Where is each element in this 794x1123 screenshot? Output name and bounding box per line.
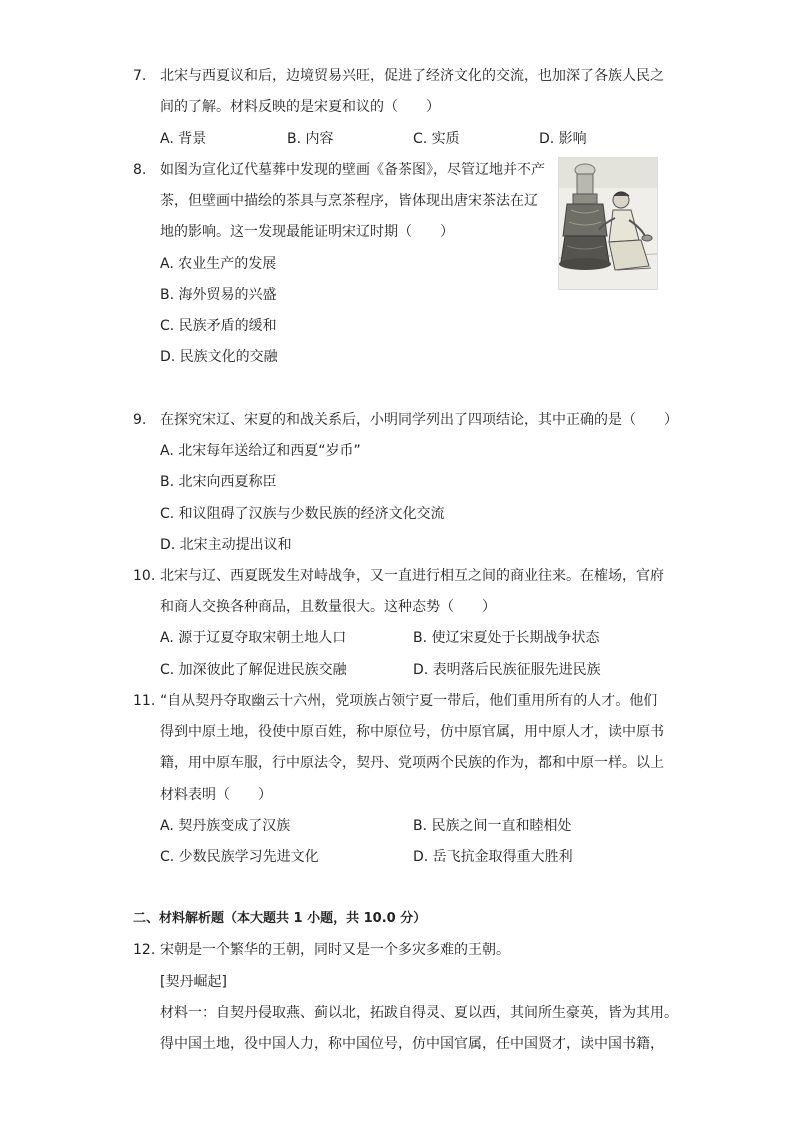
question-7-text-line1: 北宋与西夏议和后，边境贸易兴旺，促进了经济文化的交流，也加深了各族人民之 (160, 68, 664, 84)
question-12-number: 12. (133, 942, 156, 958)
question-11-option-a: A. 契丹族变成了汉族 (160, 818, 291, 834)
question-9-option-a: A. 北宋每年送给辽和西夏“岁币” (160, 443, 361, 459)
question-11-option-c: C. 少数民族学习先进文化 (160, 849, 319, 865)
question-7-option-c: C. 实质 (413, 131, 460, 147)
question-9-option-c: C. 和议阻碍了汉族与少数民族的经济文化交流 (160, 506, 445, 522)
question-10-text-line1: 北宋与辽、西夏既发生对峙战争，又一直进行相互之间的商业往来。在榷场，官府 (160, 568, 664, 584)
question-8-option-b: B. 海外贸易的兴盛 (160, 287, 277, 303)
question-10-option-d: D. 表明落后民族征服先进民族 (413, 662, 601, 678)
question-12-material-1-line2: 得中国土地，役中国人力，称中国位号，仿中国官属，任中国贤才，读中国书籍， (160, 1036, 664, 1052)
question-10-option-c: C. 加深彼此了解促进民族交融 (160, 662, 347, 678)
question-9-number: 9. (133, 412, 147, 428)
question-11-text-line3: 籍，用中原车服，行中原法令，契丹、党项两个民族的作为，都和中原一样。以上 (160, 755, 664, 771)
question-8-text-line2: 茶，但壁画中描绘的茶具与烹茶程序，皆体现出唐宋茶法在辽 (160, 193, 538, 209)
question-10-option-b: B. 使辽宋夏处于长期战争状态 (413, 630, 600, 646)
question-8-text-line3: 地的影响。这一发现最能证明宋辽时期（ ） (160, 224, 454, 240)
tea-mural-image (558, 157, 658, 290)
question-11-option-b: B. 民族之间一直和睦相处 (413, 818, 572, 834)
question-8-option-a: A. 农业生产的发展 (160, 256, 277, 272)
question-10-option-a: A. 源于辽夏夺取宋朝土地人口 (160, 630, 347, 646)
question-8-option-d: D. 民族文化的交融 (160, 349, 278, 365)
question-10-text-line2: 和商人交换各种商品，且数量很大。这种态势（ ） (160, 599, 496, 615)
question-7-option-b: B. 内容 (287, 131, 334, 147)
question-11-text-line2: 得到中原土地，役使中原百姓，称中原位号，仿中原官属，用中原人才，读中原书 (160, 724, 664, 740)
question-7-number: 7. (133, 68, 147, 84)
question-7-option-d: D. 影响 (539, 131, 587, 147)
question-11-option-d: D. 岳飞抗金取得重大胜利 (413, 849, 573, 865)
question-7-option-a: A. 背景 (160, 131, 207, 147)
question-8-text-line1: 如图为宣化辽代墓葬中发现的壁画《备茶图》，尽管辽地并不产 (160, 162, 545, 178)
question-12-subheading: [契丹崛起] (160, 974, 227, 990)
question-12-text-line1: 宋朝是一个繁华的王朝，同时又是一个多灾多难的王朝。 (160, 942, 510, 958)
question-11-number: 11. (133, 693, 156, 709)
question-8-option-c: C. 民族矛盾的缓和 (160, 318, 277, 334)
question-7-text-line2: 间的了解。材料反映的是宋夏和议的（ ） (160, 99, 440, 115)
question-9-option-b: B. 北宋向西夏称臣 (160, 474, 277, 490)
question-8-number: 8. (133, 162, 147, 178)
question-11-text-line1: “自从契丹夺取幽云十六州，党项族占领宁夏一带后，他们重用所有的人才。他们 (160, 693, 658, 709)
question-9-text-line1: 在探究宋辽、宋夏的和战关系后，小明同学列出了四项结论，其中正确的是（ ） (160, 412, 678, 428)
question-10-number: 10. (133, 568, 156, 584)
section-2-title: 二、材料解析题（本大题共 1 小题，共 10.0 分） (133, 911, 427, 926)
question-12-material-1-line1: 材料一：自契丹侵取燕、蓟以北，拓跋自得灵、夏以西，其间所生豪英，皆为其用。 (160, 1005, 678, 1021)
question-9-option-d: D. 北宋主动提出议和 (160, 537, 292, 553)
question-11-text-line4: 材料表明（ ） (160, 787, 272, 803)
